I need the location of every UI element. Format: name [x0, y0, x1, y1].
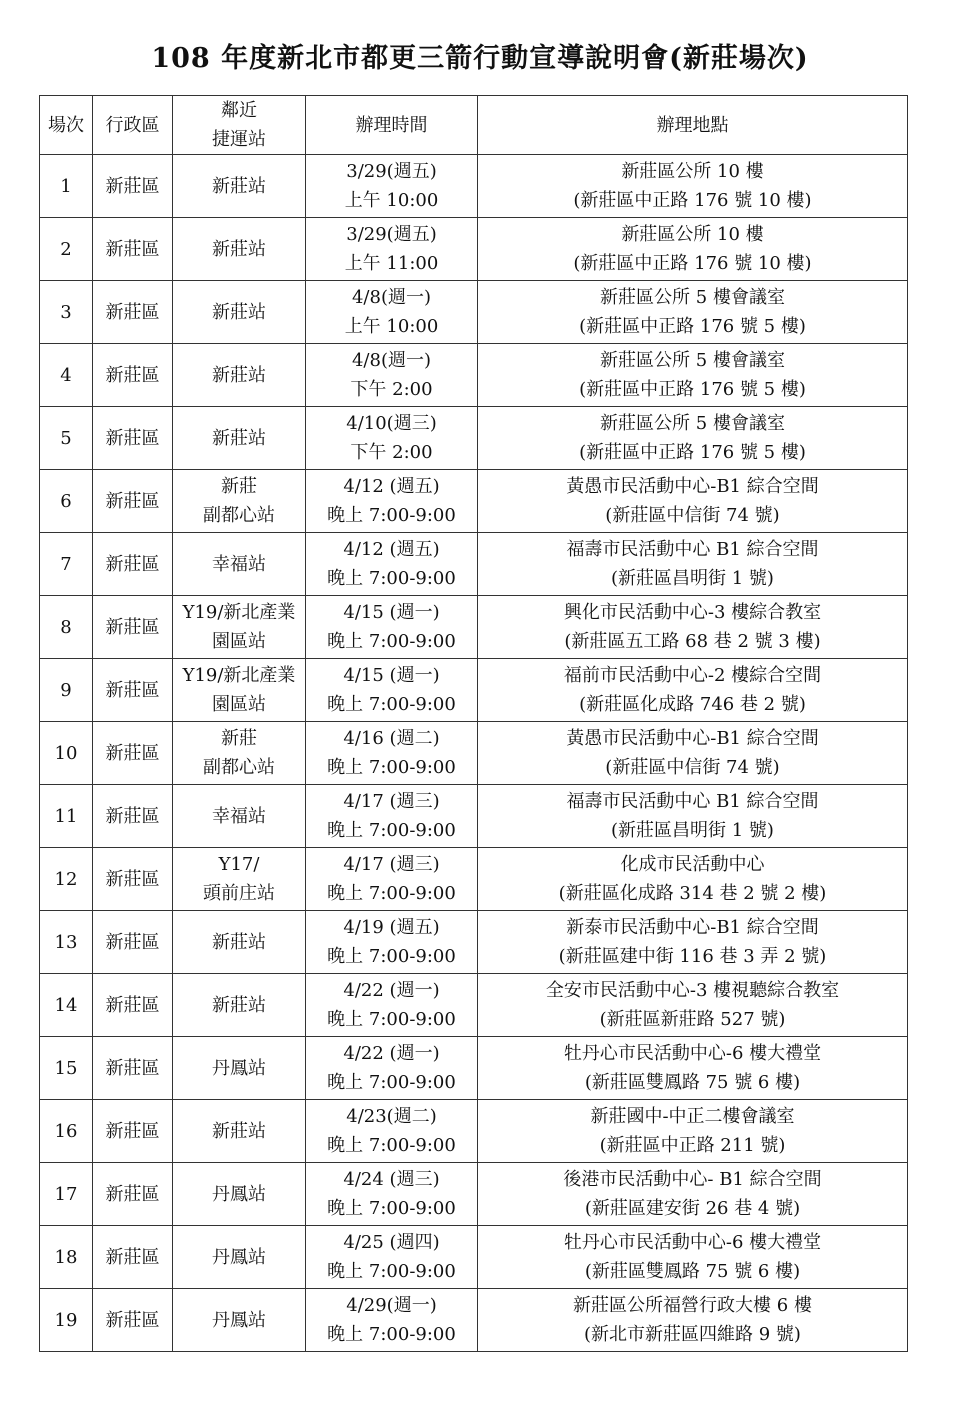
session-number: 11: [40, 785, 93, 848]
venue-cell: [478, 344, 908, 407]
venue-address: (新莊區中正路 176 號 10 樓): [573, 190, 812, 211]
event-time: 下午 2:00: [350, 379, 433, 400]
venue-name: 新莊區公所 5 樓會議室: [600, 350, 785, 371]
time-cell: [306, 785, 478, 848]
venue-name: 新莊區公所 10 樓: [621, 161, 764, 182]
district-cell: 新莊區: [93, 974, 173, 1037]
station-line: 新莊: [221, 728, 257, 749]
district-cell: 新莊區: [93, 911, 173, 974]
time-cell: [306, 722, 478, 785]
table-row: [40, 344, 908, 407]
event-time: 上午 11:00: [344, 253, 439, 274]
station-cell: [173, 848, 306, 911]
station-line: 新莊站: [212, 994, 266, 1016]
venue-name: 黃愚市民活動中心-B1 綜合空間: [566, 728, 819, 749]
venue-cell: [478, 1226, 908, 1289]
district-cell: 新莊區: [93, 785, 173, 848]
venue-cell: [478, 1100, 908, 1163]
station-line: 幸福站: [212, 553, 266, 575]
venue-cell: [478, 722, 908, 785]
event-time: 晚上 7:00-9:00: [327, 1072, 456, 1093]
station-cell: [173, 344, 306, 407]
station-line: 頭前庄站: [203, 883, 275, 904]
venue-address: (新莊區昌明街 1 號): [611, 820, 774, 841]
station-line: 園區站: [212, 631, 266, 652]
event-date: 4/25 (週四): [343, 1232, 440, 1253]
event-time: 晚上 7:00-9:00: [327, 883, 456, 904]
station-line: 新莊: [221, 476, 257, 497]
venue-name: 新莊區公所福營行政大樓 6 樓: [573, 1295, 812, 1316]
session-number: 18: [40, 1226, 93, 1289]
venue-name: 全安市民活動中心-3 樓視聽綜合教室: [545, 980, 840, 1001]
venue-cell: [478, 281, 908, 344]
event-time: 晚上 7:00-9:00: [327, 820, 456, 841]
session-number: 6: [40, 470, 93, 533]
venue-address: (新莊區新莊路 527 號): [599, 1009, 786, 1030]
station-cell: [173, 1037, 306, 1100]
venue-cell: [478, 533, 908, 596]
session-number: 16: [40, 1100, 93, 1163]
district-cell: 新莊區: [93, 848, 173, 911]
event-date: 3/29(週五): [346, 224, 437, 245]
district-cell: 新莊區: [93, 722, 173, 785]
table-row: [40, 407, 908, 470]
session-number: 14: [40, 974, 93, 1037]
event-time: 晚上 7:00-9:00: [327, 631, 456, 652]
table-row: [40, 974, 908, 1037]
table-row: [40, 659, 908, 722]
event-date: 4/24 (週三): [343, 1169, 440, 1190]
station-cell: [173, 407, 306, 470]
station-line: 新莊站: [212, 427, 266, 449]
station-cell: [173, 1163, 306, 1226]
time-cell: [306, 1163, 478, 1226]
event-time: 晚上 7:00-9:00: [327, 694, 456, 715]
station-cell: [173, 659, 306, 722]
header-time: 辦理時間: [306, 96, 478, 155]
table-row: [40, 911, 908, 974]
district-cell: 新莊區: [93, 533, 173, 596]
venue-cell: [478, 596, 908, 659]
station-line: 丹鳳站: [212, 1246, 266, 1268]
header-row: [40, 96, 908, 155]
station-cell: [173, 785, 306, 848]
venue-address: (新莊區五工路 68 巷 2 號 3 樓): [564, 631, 821, 652]
venue-address: (新莊區中正路 176 號 10 樓): [573, 253, 812, 274]
session-number: 4: [40, 344, 93, 407]
event-time: 晚上 7:00-9:00: [327, 568, 456, 589]
venue-name: 新莊區公所 5 樓會議室: [600, 287, 785, 308]
venue-cell: [478, 155, 908, 218]
event-date: 4/16 (週二): [343, 728, 440, 749]
session-number: 10: [40, 722, 93, 785]
session-number: 2: [40, 218, 93, 281]
venue-address: (新莊區雙鳳路 75 號 6 樓): [584, 1261, 801, 1282]
session-number: 8: [40, 596, 93, 659]
time-cell: [306, 218, 478, 281]
time-cell: [306, 659, 478, 722]
table-row: [40, 1163, 908, 1226]
venue-address: (新莊區中正路 176 號 5 樓): [579, 316, 806, 337]
district-cell: 新莊區: [93, 344, 173, 407]
header-district: 行政區: [93, 96, 173, 155]
session-number: 3: [40, 281, 93, 344]
time-cell: [306, 1289, 478, 1352]
station-line: 新莊站: [212, 931, 266, 953]
session-number: 17: [40, 1163, 93, 1226]
event-date: 4/29(週一): [346, 1295, 437, 1316]
event-time: 晚上 7:00-9:00: [327, 757, 456, 778]
venue-address: (新莊區昌明街 1 號): [611, 568, 774, 589]
venue-cell: [478, 911, 908, 974]
station-line: Y19/新北產業: [182, 665, 296, 686]
table-row: [40, 155, 908, 218]
session-number: 19: [40, 1289, 93, 1352]
station-line: 新莊站: [212, 1120, 266, 1142]
event-time: 晚上 7:00-9:00: [327, 1135, 456, 1156]
header-session: 場次: [40, 96, 93, 155]
station-line: 丹鳳站: [212, 1057, 266, 1079]
event-date: 4/15 (週一): [343, 665, 440, 686]
event-time: 晚上 7:00-9:00: [327, 1009, 456, 1030]
station-cell: [173, 533, 306, 596]
time-cell: [306, 281, 478, 344]
venue-name: 福壽市民活動中心 B1 綜合空間: [566, 539, 819, 560]
event-time: 上午 10:00: [344, 316, 439, 337]
district-cell: 新莊區: [93, 1100, 173, 1163]
session-number: 5: [40, 407, 93, 470]
time-cell: [306, 344, 478, 407]
schedule-table: [39, 95, 908, 1352]
event-time: 晚上 7:00-9:00: [327, 1198, 456, 1219]
district-cell: 新莊區: [93, 407, 173, 470]
venue-address: (新北市新莊區四維路 9 號): [584, 1324, 801, 1345]
station-line: 副都心站: [203, 757, 275, 778]
district-cell: 新莊區: [93, 218, 173, 281]
event-date: 4/17 (週三): [343, 791, 440, 812]
venue-address: (新莊區中正路 211 號): [599, 1135, 786, 1156]
venue-cell: [478, 974, 908, 1037]
venue-address: (新莊區中信街 74 號): [605, 505, 780, 526]
station-cell: [173, 155, 306, 218]
event-date: 4/19 (週五): [343, 917, 440, 938]
venue-name: 後港市民活動中心- B1 綜合空間: [563, 1169, 822, 1190]
station-line: 新莊站: [212, 364, 266, 386]
district-cell: 新莊區: [93, 596, 173, 659]
station-cell: [173, 911, 306, 974]
venue-name: 福前市民活動中心-2 樓綜合空間: [563, 665, 822, 686]
time-cell: [306, 596, 478, 659]
table-row: [40, 1037, 908, 1100]
venue-cell: [478, 1163, 908, 1226]
time-cell: [306, 911, 478, 974]
venue-address: (新莊區雙鳳路 75 號 6 樓): [584, 1072, 801, 1093]
schedule-rows: [40, 155, 908, 1352]
time-cell: [306, 848, 478, 911]
venue-name: 福壽市民活動中心 B1 綜合空間: [566, 791, 819, 812]
table-row: [40, 1289, 908, 1352]
venue-cell: [478, 407, 908, 470]
time-cell: [306, 1226, 478, 1289]
venue-name: 新莊區公所 10 樓: [621, 224, 764, 245]
station-cell: [173, 596, 306, 659]
station-line: 園區站: [212, 694, 266, 715]
table-row: [40, 218, 908, 281]
venue-name: 化成市民活動中心: [620, 854, 765, 875]
table-row: [40, 785, 908, 848]
session-number: 13: [40, 911, 93, 974]
venue-name: 牡丹心市民活動中心-6 樓大禮堂: [563, 1232, 822, 1253]
station-line: 新莊站: [212, 301, 266, 323]
event-time: 下午 2:00: [350, 442, 433, 463]
table-row: [40, 722, 908, 785]
district-cell: 新莊區: [93, 659, 173, 722]
table-row: [40, 281, 908, 344]
time-cell: [306, 533, 478, 596]
station-line: 副都心站: [203, 505, 275, 526]
event-time: 晚上 7:00-9:00: [327, 1261, 456, 1282]
venue-name: 新莊區公所 5 樓會議室: [600, 413, 785, 434]
station-cell: [173, 1289, 306, 1352]
header-station: 鄰近 捷運站: [173, 96, 306, 155]
station-cell: [173, 1226, 306, 1289]
session-number: 9: [40, 659, 93, 722]
event-date: 4/10(週三): [346, 413, 437, 434]
event-time: 晚上 7:00-9:00: [327, 505, 456, 526]
event-time: 晚上 7:00-9:00: [327, 1324, 456, 1345]
station-line: 丹鳳站: [212, 1309, 266, 1331]
table-row: [40, 533, 908, 596]
venue-cell: [478, 785, 908, 848]
session-number: 15: [40, 1037, 93, 1100]
station-line: 新莊站: [212, 175, 266, 197]
session-number: 7: [40, 533, 93, 596]
time-cell: [306, 1100, 478, 1163]
event-date: 3/29(週五): [346, 161, 437, 182]
station-cell: [173, 281, 306, 344]
venue-cell: [478, 848, 908, 911]
venue-address: (新莊區化成路 746 巷 2 號): [579, 694, 806, 715]
venue-address: (新莊區化成路 314 巷 2 號 2 樓): [558, 883, 827, 904]
time-cell: [306, 1037, 478, 1100]
time-cell: [306, 407, 478, 470]
header-venue: 辦理地點: [478, 96, 908, 155]
event-date: 4/12 (週五): [343, 539, 440, 560]
table-row: [40, 596, 908, 659]
district-cell: 新莊區: [93, 470, 173, 533]
station-line: 丹鳳站: [212, 1183, 266, 1205]
table-row: [40, 470, 908, 533]
venue-cell: [478, 470, 908, 533]
district-cell: 新莊區: [93, 281, 173, 344]
event-date: 4/17 (週三): [343, 854, 440, 875]
table-row: [40, 848, 908, 911]
session-number: 1: [40, 155, 93, 218]
session-number: 12: [40, 848, 93, 911]
district-cell: 新莊區: [93, 1289, 173, 1352]
venue-cell: [478, 218, 908, 281]
event-date: 4/22 (週一): [343, 980, 440, 1001]
event-date: 4/15 (週一): [343, 602, 440, 623]
venue-cell: [478, 659, 908, 722]
table-row: [40, 1226, 908, 1289]
event-time: 上午 10:00: [344, 190, 439, 211]
venue-address: (新莊區中信街 74 號): [605, 757, 780, 778]
station-cell: [173, 218, 306, 281]
venue-cell: [478, 1289, 908, 1352]
district-cell: 新莊區: [93, 1226, 173, 1289]
event-date: 4/23(週二): [346, 1106, 437, 1127]
station-line: 新莊站: [212, 238, 266, 260]
venue-name: 新莊國中-中正二樓會議室: [590, 1106, 795, 1127]
event-date: 4/12 (週五): [343, 476, 440, 497]
venue-cell: [478, 1037, 908, 1100]
station-line: Y17/: [218, 854, 260, 875]
event-date: 4/22 (週一): [343, 1043, 440, 1064]
venue-name: 牡丹心市民活動中心-6 樓大禮堂: [563, 1043, 822, 1064]
venue-address: (新莊區中正路 176 號 5 樓): [579, 442, 806, 463]
station-cell: [173, 722, 306, 785]
time-cell: [306, 155, 478, 218]
station-cell: [173, 1100, 306, 1163]
time-cell: [306, 974, 478, 1037]
district-cell: 新莊區: [93, 155, 173, 218]
venue-name: 新泰市民活動中心-B1 綜合空間: [566, 917, 819, 938]
venue-name: 黃愚市民活動中心-B1 綜合空間: [566, 476, 819, 497]
venue-name: 興化市民活動中心-3 樓綜合教室: [563, 602, 822, 623]
station-cell: [173, 470, 306, 533]
venue-address: (新莊區中正路 176 號 5 樓): [579, 379, 806, 400]
event-time: 晚上 7:00-9:00: [327, 946, 456, 967]
station-line: 幸福站: [212, 805, 266, 827]
station-line: Y19/新北產業: [182, 602, 296, 623]
event-date: 4/8(週一): [351, 287, 431, 308]
venue-address: (新莊區建中街 116 巷 3 弄 2 號): [558, 946, 827, 967]
time-cell: [306, 470, 478, 533]
station-cell: [173, 974, 306, 1037]
document-title: 108 年度新北市都更三箭行動宣導說明會(新莊場次): [151, 43, 809, 74]
event-date: 4/8(週一): [351, 350, 431, 371]
venue-address: (新莊區建安街 26 巷 4 號): [584, 1198, 801, 1219]
table-row: [40, 1100, 908, 1163]
district-cell: 新莊區: [93, 1163, 173, 1226]
district-cell: 新莊區: [93, 1037, 173, 1100]
